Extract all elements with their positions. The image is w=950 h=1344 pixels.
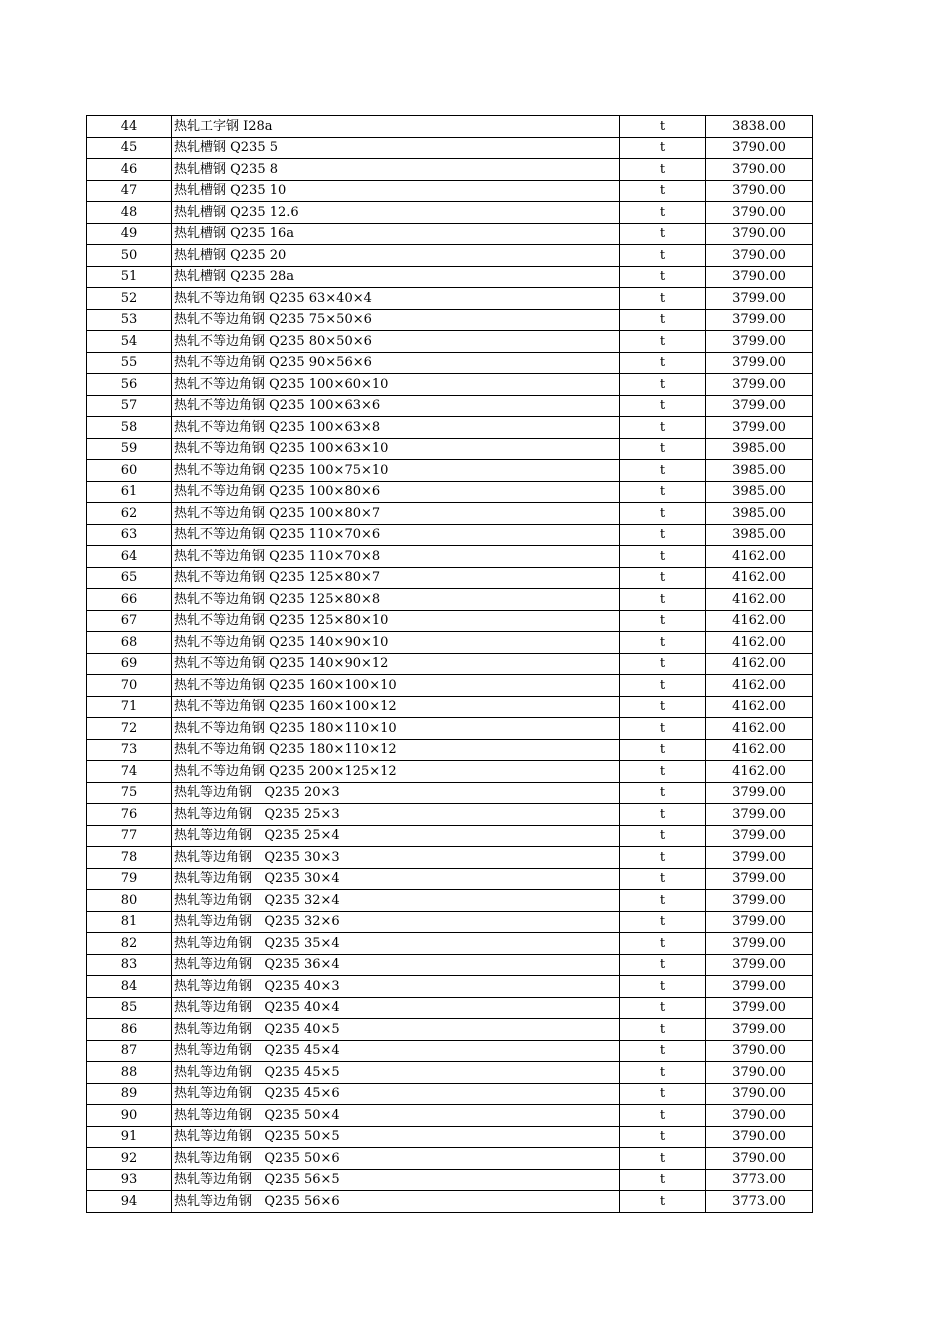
- table-row: [87, 352, 813, 374]
- item-name-cell[interactable]: 热轧不等边角钢 Q235 180×110×10: [172, 718, 620, 740]
- table-row: [87, 911, 813, 933]
- row-number-cell[interactable]: 80: [87, 890, 172, 912]
- price-cell[interactable]: 4162.00: [706, 675, 813, 697]
- row-number-cell[interactable]: 57: [87, 395, 172, 417]
- item-name-cell[interactable]: 热轧等边角钢 Q235 45×5: [172, 1062, 620, 1084]
- unit-cell[interactable]: t: [620, 438, 706, 460]
- item-name-cell[interactable]: 热轧槽钢 Q235 16a: [172, 223, 620, 245]
- price-cell[interactable]: 3985.00: [706, 460, 813, 482]
- price-cell[interactable]: 3790.00: [706, 1062, 813, 1084]
- table-row: [87, 159, 813, 181]
- table-row: [87, 116, 813, 138]
- table-row: [87, 1191, 813, 1213]
- item-name-cell[interactable]: 热轧等边角钢 Q235 35×4: [172, 933, 620, 955]
- row-number-cell[interactable]: 88: [87, 1062, 172, 1084]
- price-cell[interactable]: 4162.00: [706, 718, 813, 740]
- price-cell[interactable]: 3790.00: [706, 159, 813, 181]
- table-row: [87, 653, 813, 675]
- row-number-cell[interactable]: 61: [87, 481, 172, 503]
- price-cell[interactable]: 3799.00: [706, 782, 813, 804]
- unit-cell[interactable]: t: [620, 1126, 706, 1148]
- unit-cell[interactable]: t: [620, 417, 706, 439]
- table-row: [87, 847, 813, 869]
- item-name-cell[interactable]: 热轧不等边角钢 Q235 80×50×6: [172, 331, 620, 353]
- item-name-cell[interactable]: 热轧等边角钢 Q235 50×5: [172, 1126, 620, 1148]
- table-row: [87, 825, 813, 847]
- table-row: [87, 546, 813, 568]
- price-cell[interactable]: 4162.00: [706, 739, 813, 761]
- item-name-cell[interactable]: 热轧等边角钢 Q235 25×4: [172, 825, 620, 847]
- table-row: [87, 567, 813, 589]
- item-name-cell[interactable]: 热轧等边角钢 Q235 50×6: [172, 1148, 620, 1170]
- unit-cell[interactable]: t: [620, 180, 706, 202]
- unit-cell[interactable]: t: [620, 589, 706, 611]
- table-row: [87, 1083, 813, 1105]
- price-cell[interactable]: 3790.00: [706, 266, 813, 288]
- unit-cell[interactable]: t: [620, 1019, 706, 1041]
- unit-cell[interactable]: t: [620, 890, 706, 912]
- price-cell[interactable]: 3799.00: [706, 825, 813, 847]
- item-name-cell[interactable]: 热轧槽钢 Q235 5: [172, 137, 620, 159]
- unit-cell[interactable]: t: [620, 911, 706, 933]
- row-number-cell[interactable]: 73: [87, 739, 172, 761]
- row-number-cell[interactable]: 85: [87, 997, 172, 1019]
- price-cell[interactable]: 3799.00: [706, 911, 813, 933]
- unit-cell[interactable]: t: [620, 567, 706, 589]
- unit-cell[interactable]: t: [620, 1040, 706, 1062]
- price-cell[interactable]: 3799.00: [706, 976, 813, 998]
- item-name-cell[interactable]: 热轧不等边角钢 Q235 125×80×8: [172, 589, 620, 611]
- table-row: [87, 266, 813, 288]
- unit-cell[interactable]: t: [620, 460, 706, 482]
- price-cell[interactable]: 3838.00: [706, 116, 813, 138]
- price-cell[interactable]: 3799.00: [706, 804, 813, 826]
- item-name-cell[interactable]: 热轧不等边角钢 Q235 100×60×10: [172, 374, 620, 396]
- price-cell[interactable]: 4162.00: [706, 546, 813, 568]
- row-number-cell[interactable]: 64: [87, 546, 172, 568]
- table-row: [87, 632, 813, 654]
- price-cell[interactable]: 3799.00: [706, 374, 813, 396]
- item-name-cell[interactable]: 热轧不等边角钢 Q235 100×80×7: [172, 503, 620, 525]
- item-name-cell[interactable]: 热轧槽钢 Q235 28a: [172, 266, 620, 288]
- table-row: [87, 137, 813, 159]
- item-name-cell[interactable]: 热轧不等边角钢 Q235 160×100×12: [172, 696, 620, 718]
- price-cell[interactable]: 4162.00: [706, 567, 813, 589]
- table-row: [87, 202, 813, 224]
- row-number-cell[interactable]: 59: [87, 438, 172, 460]
- table-row: [87, 1040, 813, 1062]
- table-row: [87, 933, 813, 955]
- table-row: [87, 976, 813, 998]
- price-cell[interactable]: 4162.00: [706, 589, 813, 611]
- unit-cell[interactable]: t: [620, 159, 706, 181]
- row-number-cell[interactable]: 76: [87, 804, 172, 826]
- item-name-cell[interactable]: 热轧不等边角钢 Q235 75×50×6: [172, 309, 620, 331]
- table-row: [87, 718, 813, 740]
- unit-cell[interactable]: t: [620, 524, 706, 546]
- item-name-cell[interactable]: 热轧槽钢 Q235 12.6: [172, 202, 620, 224]
- price-cell[interactable]: 3799.00: [706, 395, 813, 417]
- table-row: [87, 696, 813, 718]
- row-number-cell[interactable]: 93: [87, 1169, 172, 1191]
- price-cell[interactable]: 3790.00: [706, 1126, 813, 1148]
- unit-cell[interactable]: t: [620, 804, 706, 826]
- row-number-cell[interactable]: 51: [87, 266, 172, 288]
- row-number-cell[interactable]: 66: [87, 589, 172, 611]
- price-cell[interactable]: 3790.00: [706, 202, 813, 224]
- item-name-cell[interactable]: 热轧不等边角钢 Q235 63×40×4: [172, 288, 620, 310]
- price-table-body: [87, 116, 813, 1213]
- table-row: [87, 481, 813, 503]
- table-row: [87, 288, 813, 310]
- price-cell[interactable]: 3985.00: [706, 524, 813, 546]
- unit-cell[interactable]: t: [620, 610, 706, 632]
- price-cell[interactable]: 3790.00: [706, 1083, 813, 1105]
- unit-cell[interactable]: t: [620, 503, 706, 525]
- unit-cell[interactable]: t: [620, 1148, 706, 1170]
- row-number-cell[interactable]: 52: [87, 288, 172, 310]
- table-row: [87, 180, 813, 202]
- item-name-cell[interactable]: 热轧不等边角钢 Q235 140×90×12: [172, 653, 620, 675]
- price-cell[interactable]: 3790.00: [706, 1040, 813, 1062]
- price-cell[interactable]: 3790.00: [706, 223, 813, 245]
- item-name-cell[interactable]: 热轧等边角钢 Q235 30×3: [172, 847, 620, 869]
- item-name-cell[interactable]: 热轧不等边角钢 Q235 110×70×6: [172, 524, 620, 546]
- unit-cell[interactable]: t: [620, 546, 706, 568]
- row-number-cell[interactable]: 94: [87, 1191, 172, 1213]
- item-name-cell[interactable]: 热轧不等边角钢 Q235 100×63×8: [172, 417, 620, 439]
- unit-cell[interactable]: t: [620, 933, 706, 955]
- row-number-cell[interactable]: 71: [87, 696, 172, 718]
- item-name-cell[interactable]: 热轧不等边角钢 Q235 160×100×10: [172, 675, 620, 697]
- table-row: [87, 1169, 813, 1191]
- unit-cell[interactable]: t: [620, 1169, 706, 1191]
- unit-cell[interactable]: t: [620, 374, 706, 396]
- row-number-cell[interactable]: 77: [87, 825, 172, 847]
- table-row: [87, 1062, 813, 1084]
- table-row: [87, 1105, 813, 1127]
- unit-cell[interactable]: t: [620, 782, 706, 804]
- price-cell[interactable]: 4162.00: [706, 653, 813, 675]
- item-name-cell[interactable]: 热轧不等边角钢 Q235 140×90×10: [172, 632, 620, 654]
- row-number-cell[interactable]: 67: [87, 610, 172, 632]
- item-name-cell[interactable]: 热轧等边角钢 Q235 50×4: [172, 1105, 620, 1127]
- price-cell[interactable]: 3790.00: [706, 137, 813, 159]
- item-name-cell[interactable]: 热轧不等边角钢 Q235 125×80×10: [172, 610, 620, 632]
- item-name-cell[interactable]: 热轧不等边角钢 Q235 100×75×10: [172, 460, 620, 482]
- table-row: [87, 223, 813, 245]
- row-number-cell[interactable]: 84: [87, 976, 172, 998]
- unit-cell[interactable]: t: [620, 954, 706, 976]
- unit-cell[interactable]: t: [620, 718, 706, 740]
- row-number-cell[interactable]: 74: [87, 761, 172, 783]
- price-cell[interactable]: 3790.00: [706, 1105, 813, 1127]
- price-table: [86, 115, 813, 1213]
- item-name-cell[interactable]: 热轧等边角钢 Q235 45×4: [172, 1040, 620, 1062]
- row-number-cell[interactable]: 46: [87, 159, 172, 181]
- unit-cell[interactable]: t: [620, 1083, 706, 1105]
- item-name-cell[interactable]: 热轧等边角钢 Q235 36×4: [172, 954, 620, 976]
- unit-cell[interactable]: t: [620, 352, 706, 374]
- row-number-cell[interactable]: 55: [87, 352, 172, 374]
- row-number-cell[interactable]: 89: [87, 1083, 172, 1105]
- unit-cell[interactable]: t: [620, 696, 706, 718]
- row-number-cell[interactable]: 53: [87, 309, 172, 331]
- item-name-cell[interactable]: 热轧槽钢 Q235 10: [172, 180, 620, 202]
- item-name-cell[interactable]: 热轧不等边角钢 Q235 100×80×6: [172, 481, 620, 503]
- unit-cell[interactable]: t: [620, 868, 706, 890]
- unit-cell[interactable]: t: [620, 245, 706, 267]
- unit-cell[interactable]: t: [620, 202, 706, 224]
- row-number-cell[interactable]: 78: [87, 847, 172, 869]
- unit-cell[interactable]: t: [620, 481, 706, 503]
- table-row: [87, 954, 813, 976]
- table-row: [87, 589, 813, 611]
- table-row: [87, 524, 813, 546]
- item-name-cell[interactable]: 热轧不等边角钢 Q235 100×63×6: [172, 395, 620, 417]
- price-cell[interactable]: 3799.00: [706, 309, 813, 331]
- table-row: [87, 890, 813, 912]
- row-number-cell[interactable]: 69: [87, 653, 172, 675]
- item-name-cell[interactable]: 热轧不等边角钢 Q235 180×110×12: [172, 739, 620, 761]
- row-number-cell[interactable]: 48: [87, 202, 172, 224]
- row-number-cell[interactable]: 70: [87, 675, 172, 697]
- price-cell[interactable]: 3799.00: [706, 847, 813, 869]
- row-number-cell[interactable]: 49: [87, 223, 172, 245]
- price-cell[interactable]: 3985.00: [706, 481, 813, 503]
- price-cell[interactable]: 3985.00: [706, 503, 813, 525]
- table-row: [87, 417, 813, 439]
- row-number-cell[interactable]: 65: [87, 567, 172, 589]
- table-row: [87, 1019, 813, 1041]
- row-number-cell[interactable]: 82: [87, 933, 172, 955]
- unit-cell[interactable]: t: [620, 632, 706, 654]
- price-cell[interactable]: 3799.00: [706, 997, 813, 1019]
- row-number-cell[interactable]: 58: [87, 417, 172, 439]
- price-cell[interactable]: 3799.00: [706, 352, 813, 374]
- price-cell[interactable]: 3799.00: [706, 288, 813, 310]
- unit-cell[interactable]: t: [620, 395, 706, 417]
- unit-cell[interactable]: t: [620, 266, 706, 288]
- unit-cell[interactable]: t: [620, 137, 706, 159]
- table-row: [87, 395, 813, 417]
- item-name-cell[interactable]: 热轧等边角钢 Q235 56×6: [172, 1191, 620, 1213]
- unit-cell[interactable]: t: [620, 1105, 706, 1127]
- item-name-cell[interactable]: 热轧等边角钢 Q235 30×4: [172, 868, 620, 890]
- price-cell[interactable]: 3790.00: [706, 245, 813, 267]
- table-row: [87, 997, 813, 1019]
- table-row: [87, 245, 813, 267]
- unit-cell[interactable]: t: [620, 1062, 706, 1084]
- price-cell[interactable]: 3799.00: [706, 954, 813, 976]
- price-cell[interactable]: 3790.00: [706, 180, 813, 202]
- row-number-cell[interactable]: 60: [87, 460, 172, 482]
- item-name-cell[interactable]: 热轧等边角钢 Q235 45×6: [172, 1083, 620, 1105]
- unit-cell[interactable]: t: [620, 653, 706, 675]
- table-row: [87, 1148, 813, 1170]
- item-name-cell[interactable]: 热轧等边角钢 Q235 40×5: [172, 1019, 620, 1041]
- table-row: [87, 309, 813, 331]
- item-name-cell[interactable]: 热轧等边角钢 Q235 40×4: [172, 997, 620, 1019]
- unit-cell[interactable]: t: [620, 116, 706, 138]
- item-name-cell[interactable]: 热轧不等边角钢 Q235 200×125×12: [172, 761, 620, 783]
- row-number-cell[interactable]: 92: [87, 1148, 172, 1170]
- price-cell[interactable]: 4162.00: [706, 610, 813, 632]
- item-name-cell[interactable]: 热轧等边角钢 Q235 25×3: [172, 804, 620, 826]
- price-cell[interactable]: 3985.00: [706, 438, 813, 460]
- item-name-cell[interactable]: 热轧等边角钢 Q235 20×3: [172, 782, 620, 804]
- unit-cell[interactable]: t: [620, 309, 706, 331]
- table-row: [87, 1126, 813, 1148]
- row-number-cell[interactable]: 90: [87, 1105, 172, 1127]
- price-cell[interactable]: 3799.00: [706, 331, 813, 353]
- unit-cell[interactable]: t: [620, 761, 706, 783]
- unit-cell[interactable]: t: [620, 847, 706, 869]
- table-row: [87, 675, 813, 697]
- price-cell[interactable]: 4162.00: [706, 696, 813, 718]
- unit-cell[interactable]: t: [620, 825, 706, 847]
- row-number-cell[interactable]: 83: [87, 954, 172, 976]
- item-name-cell[interactable]: 热轧槽钢 Q235 8: [172, 159, 620, 181]
- row-number-cell[interactable]: 75: [87, 782, 172, 804]
- price-cell[interactable]: 3799.00: [706, 1019, 813, 1041]
- table-row: [87, 610, 813, 632]
- table-row: [87, 739, 813, 761]
- price-cell[interactable]: 3773.00: [706, 1169, 813, 1191]
- row-number-cell[interactable]: 47: [87, 180, 172, 202]
- price-cell[interactable]: 3799.00: [706, 933, 813, 955]
- table-row: [87, 460, 813, 482]
- row-number-cell[interactable]: 45: [87, 137, 172, 159]
- row-number-cell[interactable]: 81: [87, 911, 172, 933]
- unit-cell[interactable]: t: [620, 223, 706, 245]
- row-number-cell[interactable]: 54: [87, 331, 172, 353]
- item-name-cell[interactable]: 热轧等边角钢 Q235 56×5: [172, 1169, 620, 1191]
- table-row: [87, 438, 813, 460]
- unit-cell[interactable]: t: [620, 1191, 706, 1213]
- price-cell[interactable]: 3773.00: [706, 1191, 813, 1213]
- row-number-cell[interactable]: 63: [87, 524, 172, 546]
- unit-cell[interactable]: t: [620, 976, 706, 998]
- row-number-cell[interactable]: 68: [87, 632, 172, 654]
- item-name-cell[interactable]: 热轧不等边角钢 Q235 90×56×6: [172, 352, 620, 374]
- table-row: [87, 331, 813, 353]
- unit-cell[interactable]: t: [620, 288, 706, 310]
- item-name-cell[interactable]: 热轧不等边角钢 Q235 110×70×8: [172, 546, 620, 568]
- price-cell[interactable]: 3799.00: [706, 868, 813, 890]
- row-number-cell[interactable]: 44: [87, 116, 172, 138]
- row-number-cell[interactable]: 87: [87, 1040, 172, 1062]
- unit-cell[interactable]: t: [620, 331, 706, 353]
- table-row: [87, 374, 813, 396]
- item-name-cell[interactable]: 热轧不等边角钢 Q235 100×63×10: [172, 438, 620, 460]
- unit-cell[interactable]: t: [620, 739, 706, 761]
- table-row: [87, 804, 813, 826]
- row-number-cell[interactable]: 56: [87, 374, 172, 396]
- row-number-cell[interactable]: 72: [87, 718, 172, 740]
- table-row: [87, 782, 813, 804]
- table-row: [87, 868, 813, 890]
- item-name-cell[interactable]: 热轧工字钢 I28a: [172, 116, 620, 138]
- row-number-cell[interactable]: 50: [87, 245, 172, 267]
- price-cell[interactable]: 4162.00: [706, 761, 813, 783]
- item-name-cell[interactable]: 热轧等边角钢 Q235 32×4: [172, 890, 620, 912]
- item-name-cell[interactable]: 热轧等边角钢 Q235 32×6: [172, 911, 620, 933]
- table-row: [87, 761, 813, 783]
- price-cell[interactable]: 3799.00: [706, 417, 813, 439]
- row-number-cell[interactable]: 91: [87, 1126, 172, 1148]
- unit-cell[interactable]: t: [620, 675, 706, 697]
- price-cell[interactable]: 3790.00: [706, 1148, 813, 1170]
- row-number-cell[interactable]: 86: [87, 1019, 172, 1041]
- price-cell[interactable]: 4162.00: [706, 632, 813, 654]
- item-name-cell[interactable]: 热轧等边角钢 Q235 40×3: [172, 976, 620, 998]
- item-name-cell[interactable]: 热轧槽钢 Q235 20: [172, 245, 620, 267]
- row-number-cell[interactable]: 79: [87, 868, 172, 890]
- row-number-cell[interactable]: 62: [87, 503, 172, 525]
- table-row: [87, 503, 813, 525]
- item-name-cell[interactable]: 热轧不等边角钢 Q235 125×80×7: [172, 567, 620, 589]
- unit-cell[interactable]: t: [620, 997, 706, 1019]
- price-cell[interactable]: 3799.00: [706, 890, 813, 912]
